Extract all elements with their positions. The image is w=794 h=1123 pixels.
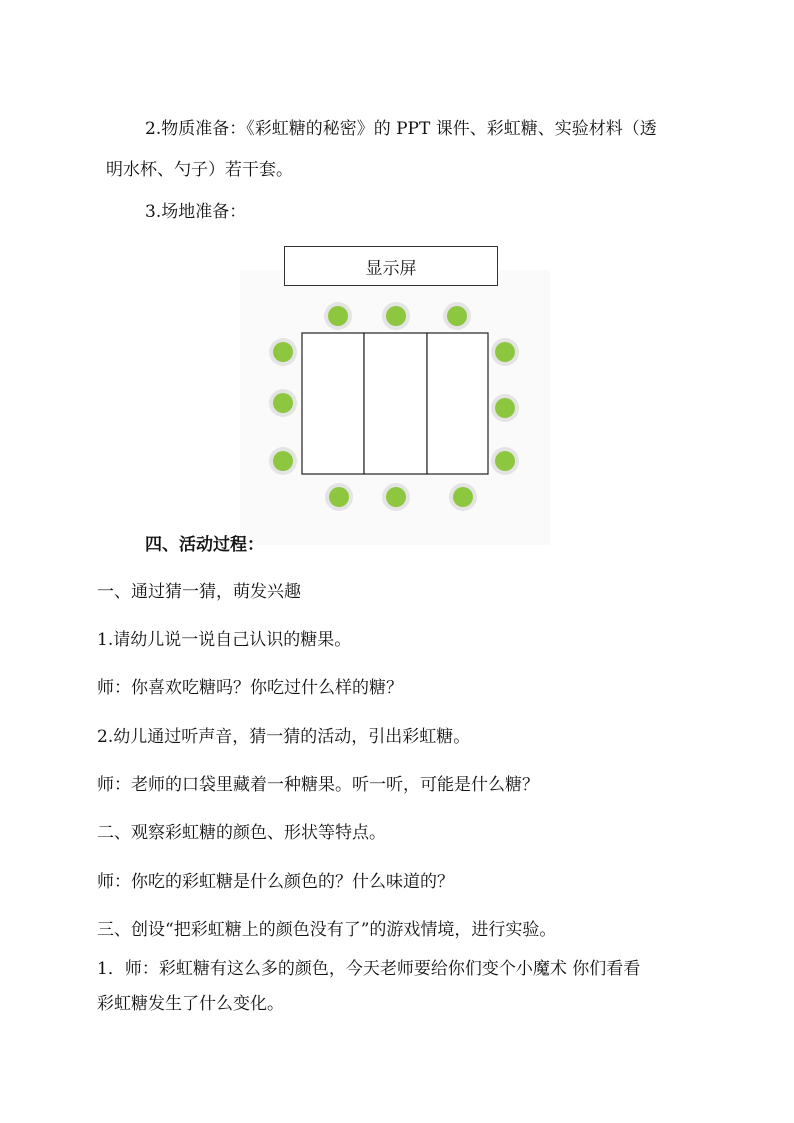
seat [273,451,293,471]
material-prep-line-1: 2.物质准备：《彩虹糖的秘密》的 PPT 课件、彩虹糖、实验材料（透 [145,119,657,139]
seat [273,393,293,413]
seat [386,487,406,507]
seat [328,306,348,326]
table [427,333,488,474]
content-line: 三、创设“把彩虹糖上的颜色没有了”的游戏情境，进行实验。 [97,920,557,940]
seat [453,487,473,507]
content-line: 师：你喜欢吃糖吗？你吃过什么样的糖？ [97,678,403,698]
content-line: 彩虹糖发生了什么变化。 [97,994,284,1014]
content-line: 师：老师的口袋里藏着一种糖果。听一听，可能是什么糖？ [97,775,539,795]
seat [447,306,467,326]
seat [495,451,515,471]
venue-prep: 3.场地准备： [145,202,247,222]
content-line: 1．师：彩虹糖有这么多的颜色，今天老师要给你们变个小魔术 你们看看 [97,959,641,979]
table [302,333,364,474]
table [364,333,427,474]
seat [495,398,515,418]
seat [386,306,406,326]
content-line: 师：你吃的彩虹糖是什么颜色的？什么味道的？ [97,872,454,892]
content-line: 二、观察彩虹糖的颜色、形状等特点。 [97,823,386,843]
content-line: 1.请幼儿说一说自己认识的糖果。 [97,630,352,650]
seat [273,342,293,362]
section-four-heading: 四、活动过程： [145,535,264,555]
tables [302,333,488,474]
seat [329,487,349,507]
content-line: 2.幼儿通过听声音，猜一猜的活动，引出彩虹糖。 [97,727,471,747]
seat [495,342,515,362]
content-line: 一、通过猜一猜，萌发兴趣 [97,582,301,602]
material-prep-line-2: 明水杯、勺子）若干套。 [106,160,293,180]
display-screen-label: 显示屏 [365,258,417,279]
